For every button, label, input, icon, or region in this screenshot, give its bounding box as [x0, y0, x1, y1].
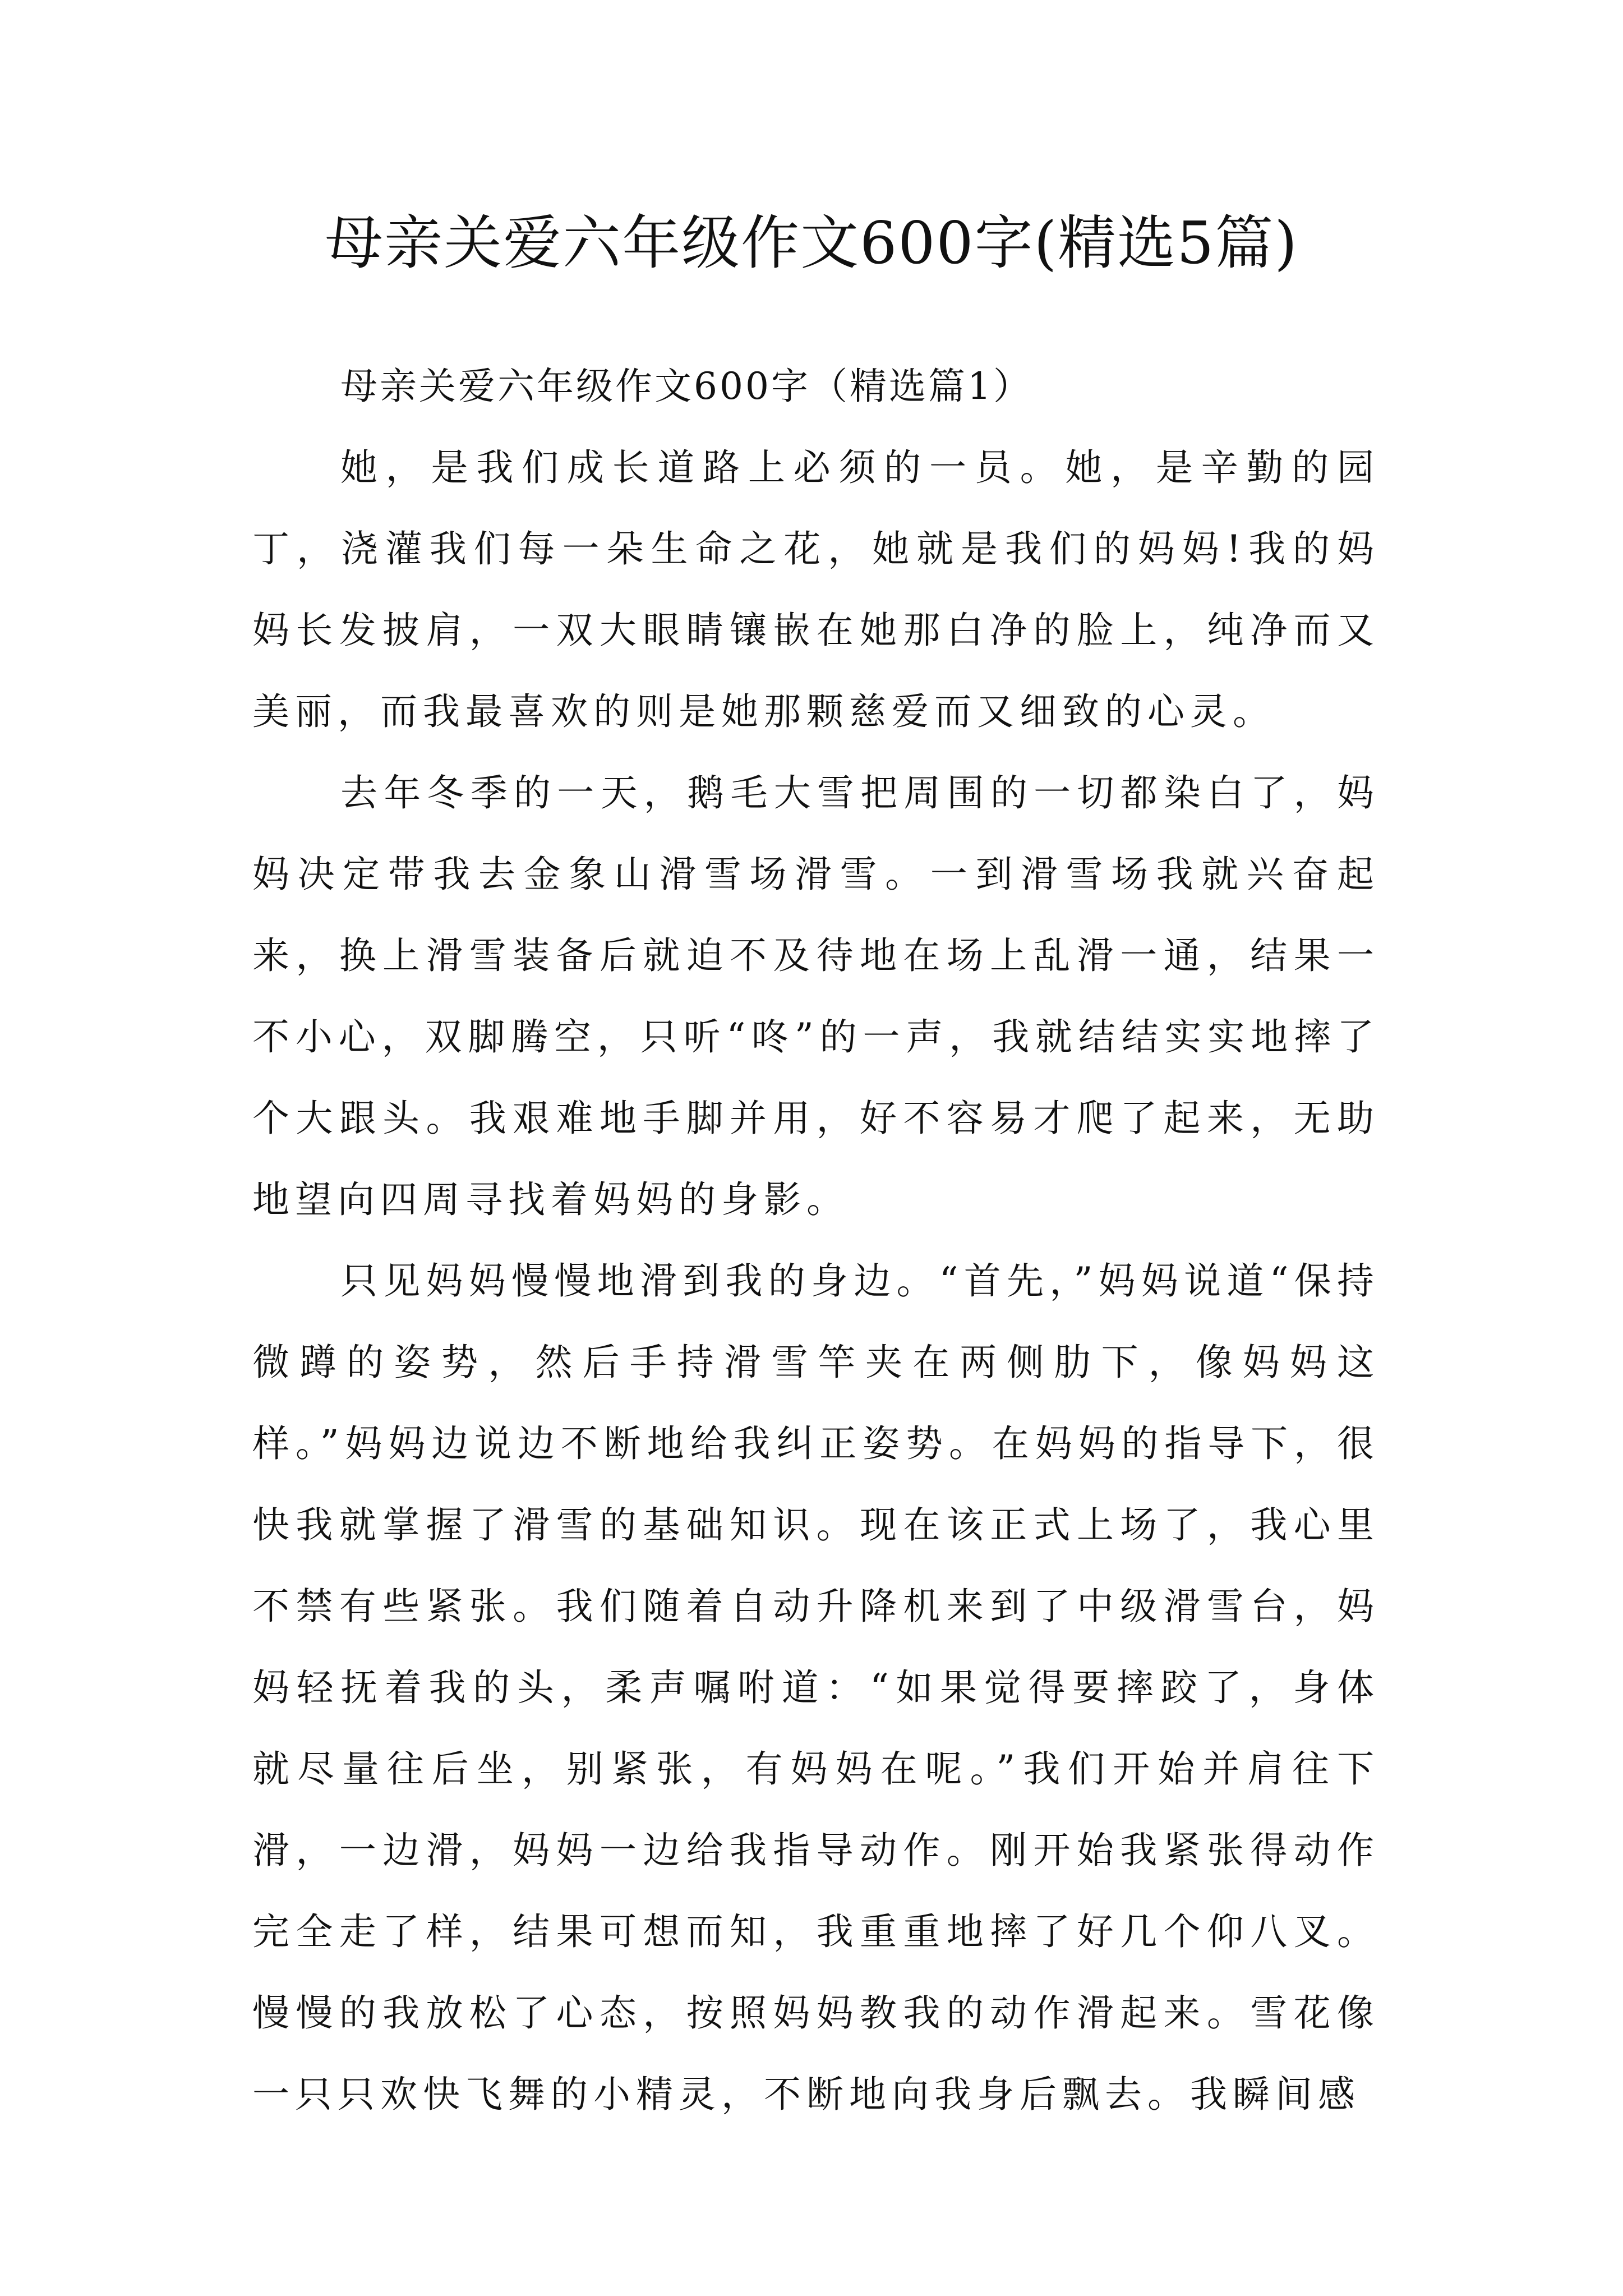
- paragraph: 去年冬季的一天，鹅毛大雪把周围的一切都染白了，妈妈决定带我去金象山滑雪场滑雪。一到滑雪场我就兴奋起来，换上滑雪装备后就迫不及待地在场上乱滑一通，结果一不小心，双脚腾空，只听“咚”的一声，我就结结实实地摔了个大跟头。我艰难地手脚并用，好不容易才爬了起来，无助地望向四周寻找着妈妈的身影。: [252, 771, 1380, 1221]
- document-title: 母亲关爱六年级作文600字(精选5篇): [325, 209, 1298, 277]
- paragraph: 只见妈妈慢慢地滑到我的身边。“首先，”妈妈说道“保持微蹲的姿势，然后手持滑雪竿夹在两侧肋下，像妈妈这样。”妈妈边说边不断地给我纠正姿势。在妈妈的指导下，很快我就掌握了滑雪的基础知识。现在该正式上场了，我心里不禁有些紧张。我们随着自动升降机来到了中级滑雪台，妈妈轻抚着我的头，柔声嘱咐道：“如果觉得要摔跤了，身体就尽量往后坐，别紧张，有妈妈在呢。”我们开始并肩往下滑，一边滑，妈妈一边给我指导动作。刚开始我紧张得动作完全走了样，结果可想而知，我重重地摔了好几个仰八叉。慢慢的我放松了心态，按照妈妈教我的动作滑起来。雪花像一只只欢快飞舞的小精灵，不断地向我身后飘去。我瞬间感: [252, 1259, 1380, 2116]
- document-body: [252, 346, 1380, 2135]
- paragraph: 她，是我们成长道路上必须的一员。她，是辛勤的园丁，浇灌我们每一朵生命之花，她就是我们的妈妈!我的妈妈长发披肩，一双大眼睛镶嵌在她那白净的脸上，纯净而又美丽，而我最喜欢的则是她那颗慈爱而又细致的心灵。: [252, 446, 1380, 733]
- section-heading: 母亲关爱六年级作文600字（精选篇1）: [340, 365, 1032, 408]
